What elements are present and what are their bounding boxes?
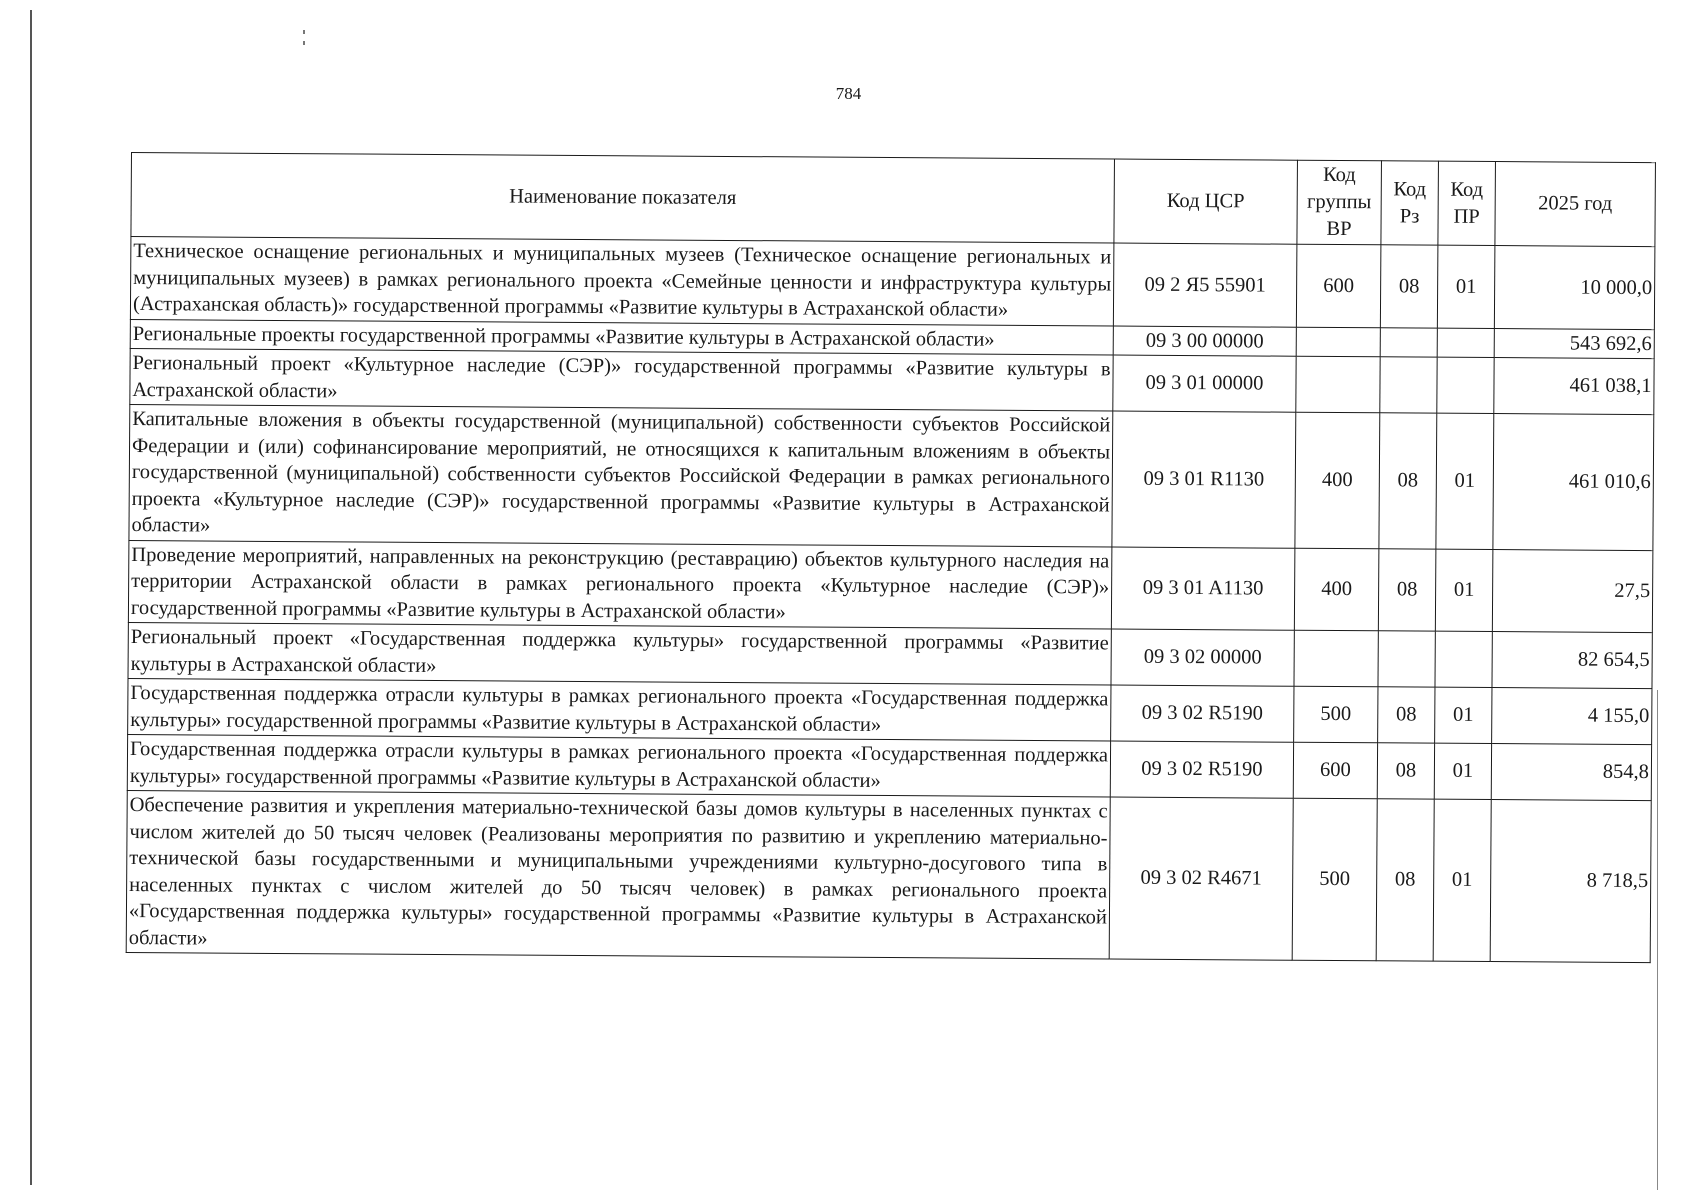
row-csr: 09 3 01 R1130 [1112, 411, 1296, 548]
row-csr: 09 3 01 00000 [1113, 355, 1296, 412]
row-csr: 09 3 02 R4671 [1109, 797, 1293, 960]
row-amount: 854,8 [1491, 744, 1651, 801]
row-pr: 01 [1436, 413, 1494, 549]
row-vr: 500 [1294, 686, 1378, 743]
row-amount: 27,5 [1492, 549, 1653, 633]
row-rz: 08 [1377, 743, 1434, 799]
row-name: Государственная поддержка отрасли культуры в рамках регионального проекта «Государственная поддержка культуры» государственной программы «Развитие культуры в Астраханской области» [128, 678, 1111, 741]
row-name: Проведение мероприятий, направленных на реконструкцию (реставрацию) объектов культурного наследия на территории Астраханской области в рамках регионального проекта «Культурное наследие (СЭР)» государственной программы «Развитие культуры в Астраханской области» [128, 540, 1112, 629]
row-amount: 4 155,0 [1492, 688, 1652, 745]
row-pr: 01 [1435, 687, 1492, 743]
row-vr: 500 [1292, 798, 1377, 961]
row-name: Техническое оснащение региональных и муниципальных музеев (Техническое оснащение региональных и муниципальных музеев) в рамках регионального проекта «Семейные ценности и инфраструктура культуры (Астраханская область)» государственной программы «Развитие культуры в Астраханской области» [130, 237, 1114, 326]
row-vr [1294, 630, 1378, 687]
row-amount: 461 010,6 [1493, 414, 1654, 551]
row-csr: 09 2 Я5 55901 [1113, 243, 1297, 327]
header-name: Наименование показателя [131, 153, 1115, 244]
row-amount: 82 654,5 [1492, 632, 1652, 689]
row-name: Региональные проекты государственной программы «Развитие культуры в Астраханской области» [130, 319, 1113, 355]
table-row [127, 734, 1651, 800]
row-rz: 08 [1378, 687, 1435, 743]
row-csr: 09 3 01 A1130 [1111, 547, 1295, 631]
row-amount: 543 692,6 [1494, 328, 1654, 359]
row-pr: 01 [1433, 799, 1491, 961]
row-vr [1296, 327, 1380, 357]
row-vr [1296, 356, 1380, 413]
row-name: Государственная поддержка отрасли культуры в рамках регионального проекта «Государственная поддержка культуры» государственной программы «Развитие культуры в Астраханской области» [127, 734, 1110, 797]
header-csr: Код ЦСР [1114, 159, 1298, 244]
row-name: Обеспечение развития и укрепления материально-технической базы домов культуры в населенных пунктах с числом жителей до 50 тысяч человек (Реализованы мероприятия по развитию и укреплению материально-технической базы государственными и муниципальными учреждениями культурно-досугового типа в населенных пунктах с числом жителей до 50 тысяч человек) в рамках регионального проекта «Государственная поддержка культуры» государственной программы «Развитие культуры в Астраханской области» [126, 790, 1110, 959]
row-csr: 09 3 02 00000 [1111, 629, 1294, 686]
table-row [128, 540, 1653, 633]
row-amount: 461 038,1 [1494, 358, 1654, 415]
row-pr: 01 [1437, 245, 1495, 328]
row-vr: 600 [1293, 742, 1377, 799]
scan-speck [303, 41, 305, 45]
row-rz: 08 [1376, 799, 1434, 961]
row-rz [1380, 357, 1437, 413]
row-vr: 400 [1295, 412, 1380, 548]
table-row [130, 348, 1654, 414]
row-vr: 400 [1294, 548, 1379, 631]
row-name: Капитальные вложения в объекты государственной (муниципальной) собственности субъектов Российской Федерации и (или) софинансирование мероприятий, не относящихся к капитальным вложениям в объекты государственной (муниципальной) собственности субъектов Российской Федерации в рамках регионального проекта «Культурное наследие (СЭР)» государственной программы «Развитие культуры в Астраханской области» [129, 404, 1113, 546]
row-name: Региональный проект «Государственная поддержка культуры» государственной программы «Развитие культуры в Астраханской области» [128, 622, 1111, 685]
row-csr: 09 3 02 R5190 [1110, 741, 1293, 798]
row-name: Региональный проект «Культурное наследие (СЭР)» государственной программы «Развитие культуры в Астраханской области» [130, 348, 1113, 411]
table-row [126, 790, 1651, 962]
row-amount: 8 718,5 [1490, 800, 1651, 963]
page-number: 784 [835, 84, 862, 103]
row-rz: 08 [1379, 413, 1437, 549]
row-csr: 09 3 00 00000 [1113, 326, 1296, 357]
table-row [129, 404, 1654, 550]
row-pr [1435, 631, 1492, 687]
table-row [128, 678, 1652, 744]
table-row [128, 622, 1652, 688]
scan-speck [303, 30, 305, 34]
row-rz [1378, 631, 1435, 687]
table-header-row [131, 153, 1656, 247]
header-pr: Код ПР [1438, 161, 1496, 245]
row-vr: 600 [1296, 244, 1381, 327]
row-amount: 10 000,0 [1494, 246, 1655, 330]
budget-table [126, 152, 1656, 963]
table-row [130, 237, 1655, 330]
header-rz: Код Рз [1381, 161, 1439, 245]
row-pr: 01 [1435, 549, 1493, 632]
header-vr: Код группы ВР [1297, 160, 1382, 245]
row-rz: 08 [1380, 245, 1438, 328]
row-pr [1437, 357, 1494, 413]
scan-edge-left [30, 10, 32, 1185]
row-pr [1437, 328, 1494, 358]
row-pr: 01 [1434, 743, 1491, 799]
row-rz: 08 [1378, 548, 1436, 631]
header-year: 2025 год [1495, 162, 1656, 247]
scan-edge-right [1657, 690, 1658, 1190]
row-csr: 09 3 02 R5190 [1111, 685, 1294, 742]
row-rz [1380, 327, 1437, 357]
